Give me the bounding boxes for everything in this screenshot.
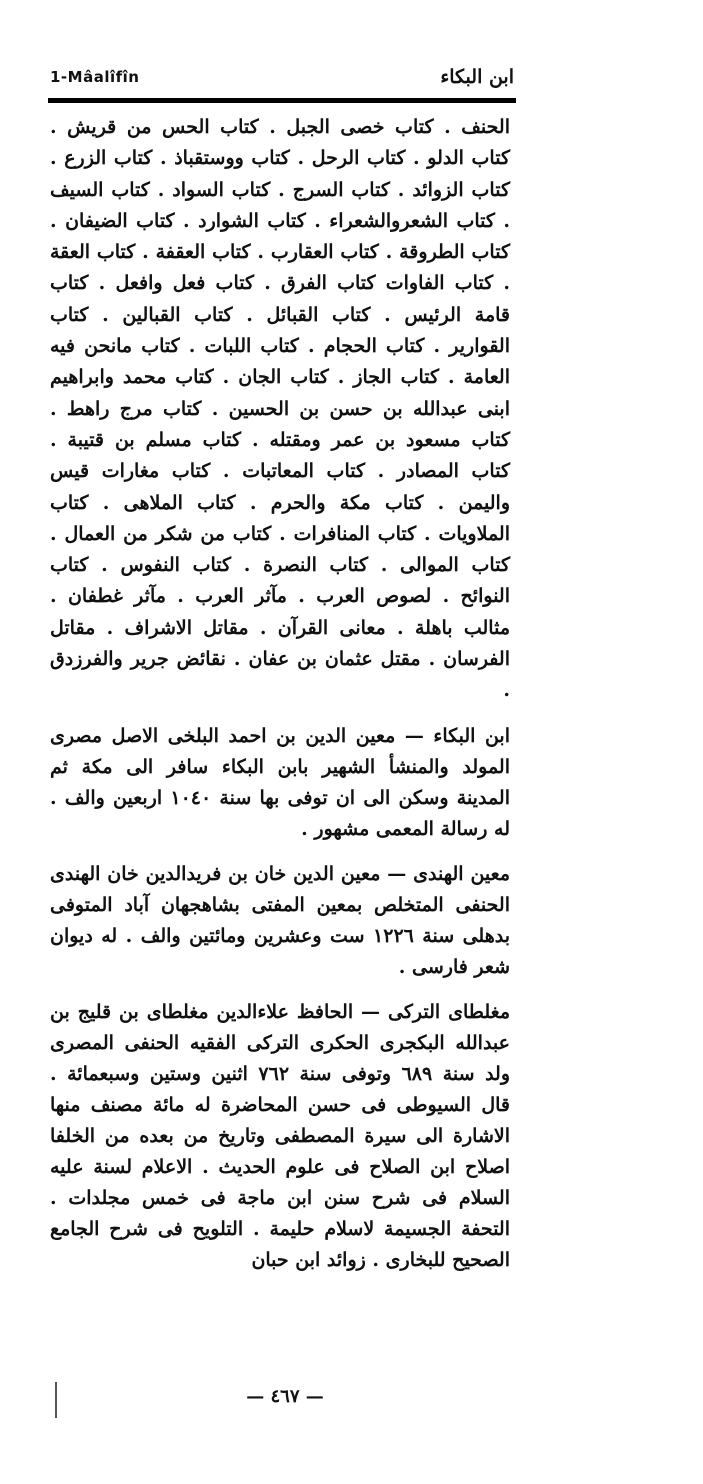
page-header xyxy=(50,66,514,96)
running-head-left: 1-Mâalîfîn xyxy=(50,68,140,86)
paragraph-ibn-al-bakka: ابن البكاء — معين الدين بن احمد البلخى الاصل مصرى المولد والمنشأ الشهير بابن البكاء سافر الى مكة ثم المدينة وسكن الى ان توفى بها سنة ١٠٤٠ اربعين والف . له رسالة المعمى مشهور . xyxy=(50,724,510,840)
main-text xyxy=(50,112,510,1276)
header-rule xyxy=(48,98,516,103)
running-head-right: ابن البكاء xyxy=(440,66,514,88)
margin-mark xyxy=(55,1382,57,1418)
paragraph-mughlatay: مغلطاى التركى — الحافظ علاءالدين مغلطاى بن قليج بن عبدالله البكجرى الحكرى التركى الفقيه الحنفى المصرى ولد سنة ٦٨٩ وتوفى سنة ٧٦٢ اثنين وستين وسبعمائة . قال السيوطى فى حسن المحاضرة له مائة مصنف منها الاشارة الى سيرة المصطفى وتاريخ من بعده من الخلفا اصلاح ابن الصلاح فى علوم الحديث . الاعلام لسنة عليه السلام فى شرح سنن ابن ماجة فى خمس مجلدات . التحفة الجسيمة لاسلام حليمة . التلويح فى شرح الجامع الصحيح للبخارى . زوائد ابن حبان xyxy=(50,1000,511,1271)
paragraph-muin-al-hindi: معين الهندى — معين الدين خان بن فريدالدين خان الهندى الحنفى المتخلص بمعين المفتى بشاهجهان آباد المتوفى بدهلى سنة ١٢٢٦ ست وعشرين ومائتين والف . له ديوان شعر فارسى . xyxy=(50,862,510,978)
page-number: — ٤٦٧ — xyxy=(246,1386,324,1407)
paragraph-book-list: الحنف . كتاب خصى الجبل . كتاب الحس من قريش . كتاب الدلو . كتاب الرحل . كتاب ووستقباذ . كتاب الزرع . كتاب الزوائد . كتاب السرج . كتاب السواد . كتاب السيف . كتاب الشعروالشعراء . كتاب الشوارد . كتاب الضيفان . كتاب الطروقة . كتاب العقارب . كتاب العقفة . كتاب العقة . كتاب الفاوات كتاب الفرق . كتاب فعل وافعل . كتاب قامة الرئيس . كتاب القبائل . كتاب القبالين . كتاب القوارير . كتاب الحجام . كتاب اللبات . كتاب مانحن فيه العامة . كتاب الجاز . كتاب الجان . كتاب محمد وابراهيم ابنى عبدالله بن حسن بن الحسين . كتاب مرج راهط . كتاب مسعود بن عمر ومقتله . كتاب مسلم بن قتيبة . كتاب المصادر . كتاب المعاتبات . كتاب مغارات قيس واليمن . كتاب مكة والحرم . كتاب الملاهى . كتاب الملاويات . كتاب المنافرات . كتاب من شكر من العمال . كتاب الموالى . كتاب النصرة . كتاب النفوس . كتاب النوائح . لصوص العرب . مآثر العرب . مآثر غطفان . مثالب باهلة . معانى القرآن . مقاتل الاشراف . مقاتل الفرسان . مقتل عثمان بن عفان . نقائض جرير والفرزدق . xyxy=(50,116,510,702)
